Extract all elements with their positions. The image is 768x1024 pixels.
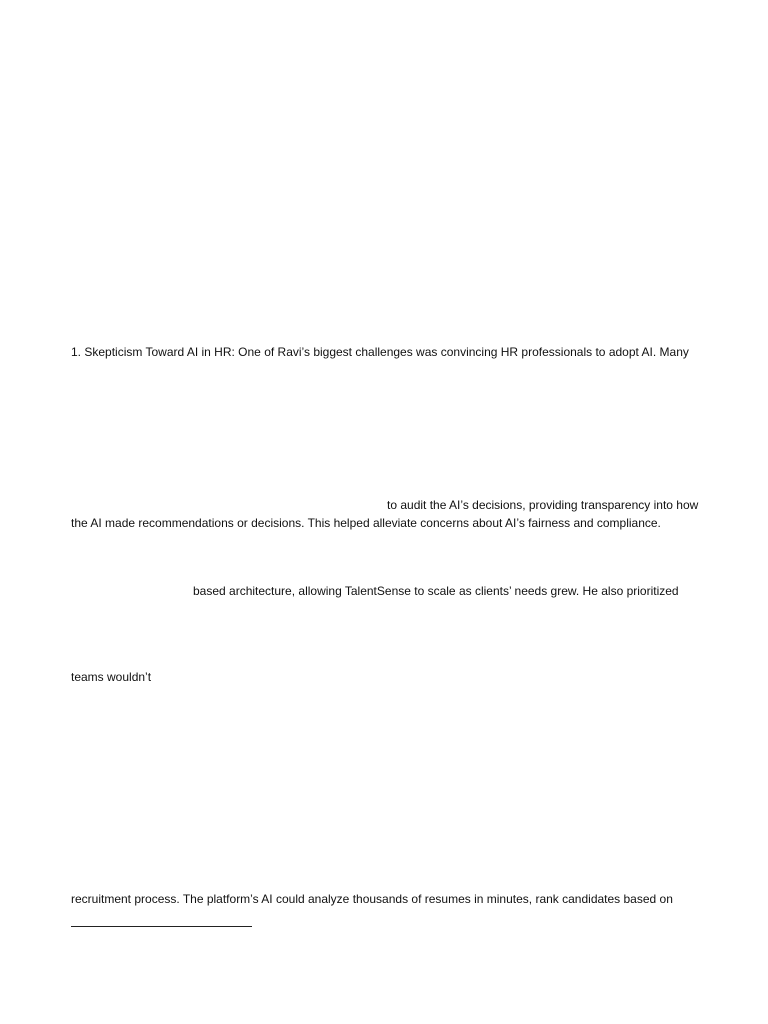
text-line-architecture: based architecture, allowing TalentSense to scale as clients’ needs grew. He also prioritized bbox=[193, 584, 679, 598]
text-line-recommendations: the AI made recommendations or decisions. This helped alleviate concerns about AI’s fairness and compliance. bbox=[71, 516, 661, 530]
text-line-audit: to audit the AI’s decisions, providing transparency into how bbox=[387, 498, 699, 512]
text-line-skepticism: 1. Skepticism Toward AI in HR: One of Ravi’s biggest challenges was convincing HR professionals to adopt AI. Many bbox=[71, 345, 689, 359]
footnote-separator bbox=[71, 926, 252, 927]
text-line-recruitment: recruitment process. The platform’s AI could analyze thousands of resumes in minutes, rank candidates based on bbox=[71, 892, 673, 906]
text-line-teams: teams wouldn’t bbox=[71, 670, 152, 684]
